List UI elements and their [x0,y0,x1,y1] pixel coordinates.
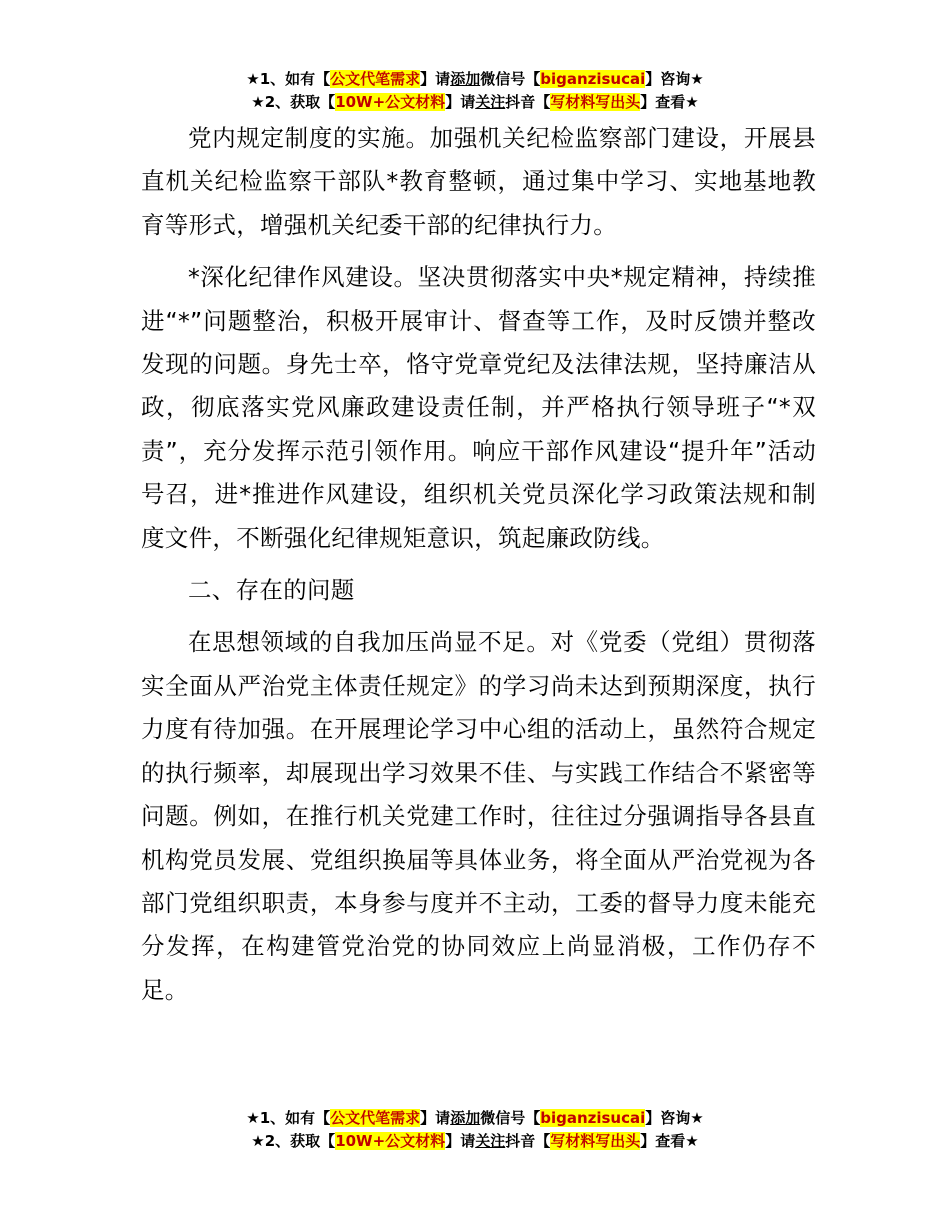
banner-text: 微信号【 [480,70,541,88]
banner-text: 】请 [445,1132,476,1150]
banner-text: 】咨询★ [645,1109,704,1127]
footer-banner [0,1107,950,1153]
banner-text: 抖音【 [505,93,551,111]
banner-text: 】请 [420,70,451,88]
banner-line-1 [0,1107,950,1130]
banner-text: ★1、如有【 [246,70,331,88]
section-heading: 二、存在的问题 [188,576,355,605]
banner-text: 】查看★ [640,1132,699,1150]
document-body [141,117,816,1021]
banner-highlight: 写材料写出头 [550,1132,641,1150]
banner-highlight: 写材料写出头 [550,93,641,111]
banner-highlight: biganzisucai [540,70,646,88]
banner-text: ★2、获取【 [251,1132,336,1150]
banner-text: 】查看★ [640,93,699,111]
banner-underline: 关注 [475,93,506,111]
paragraph-3: 在思想领域的自我加压尚显不足。对《党委（党组）贯彻落实全面从严治党主体责任规定》的学习尚未达到预期深度，执行力度有待加强。在开展理论学习中心组的活动上，虽然符合规定的执行频率，却展现出学习效果不佳、与实践工作结合不紧密等问题。例如，在推行机关党建工作时，往往过分强调指导各县直机构党员发展、党组织换届等具体业务，将全面从严治党视为各部门党组织职责，本身参与度并不主动，工委的督导力度未能充分发挥，在构建管党治党的协同效应上尚显消极，工作仍存不足。 [141,628,816,1004]
banner-text: 抖音【 [505,1132,551,1150]
banner-underline: 添加 [450,1109,481,1127]
header-banner [0,68,950,114]
banner-highlight: 10W+公文材料 [335,1132,446,1150]
banner-highlight: 公文代笔需求 [330,70,421,88]
banner-highlight: biganzisucai [540,1109,646,1127]
banner-highlight: 10W+公文材料 [335,93,446,111]
banner-highlight: 公文代笔需求 [330,1109,421,1127]
banner-text: 】请 [445,93,476,111]
banner-text: ★2、获取【 [251,93,336,111]
banner-text: 】请 [420,1109,451,1127]
banner-text: 微信号【 [480,1109,541,1127]
paragraph-2: *深化纪律作风建设。坚决贯彻落实中央*规定精神，持续推进“*”问题整治，积极开展审计、督查等工作，及时反馈并整改发现的问题。身先士卒，恪守党章党纪及法律法规，坚持廉洁从政，彻底落实党风廉政建设责任制，并严格执行领导班子“*双责”，充分发挥示范引领作用。响应干部作风建设“提升年”活动号召，进*推进作风建设，组织机关党员深化学习政策法规和制度文件，不断强化纪律规矩意识，筑起廉政防线。 [141,263,816,552]
banner-underline: 关注 [475,1132,506,1150]
banner-text: 】咨询★ [645,70,704,88]
banner-line-2 [0,91,950,114]
banner-line-2 [0,1130,950,1153]
banner-line-1 [0,68,950,91]
banner-text: ★1、如有【 [246,1109,331,1127]
paragraph-1: 党内规定制度的实施。加强机关纪检监察部门建设，开展县直机关纪检监察干部队*教育整顿，通过集中学习、实地基地教育等形式，增强机关纪委干部的纪律执行力。 [141,124,816,239]
banner-underline: 添加 [450,70,481,88]
